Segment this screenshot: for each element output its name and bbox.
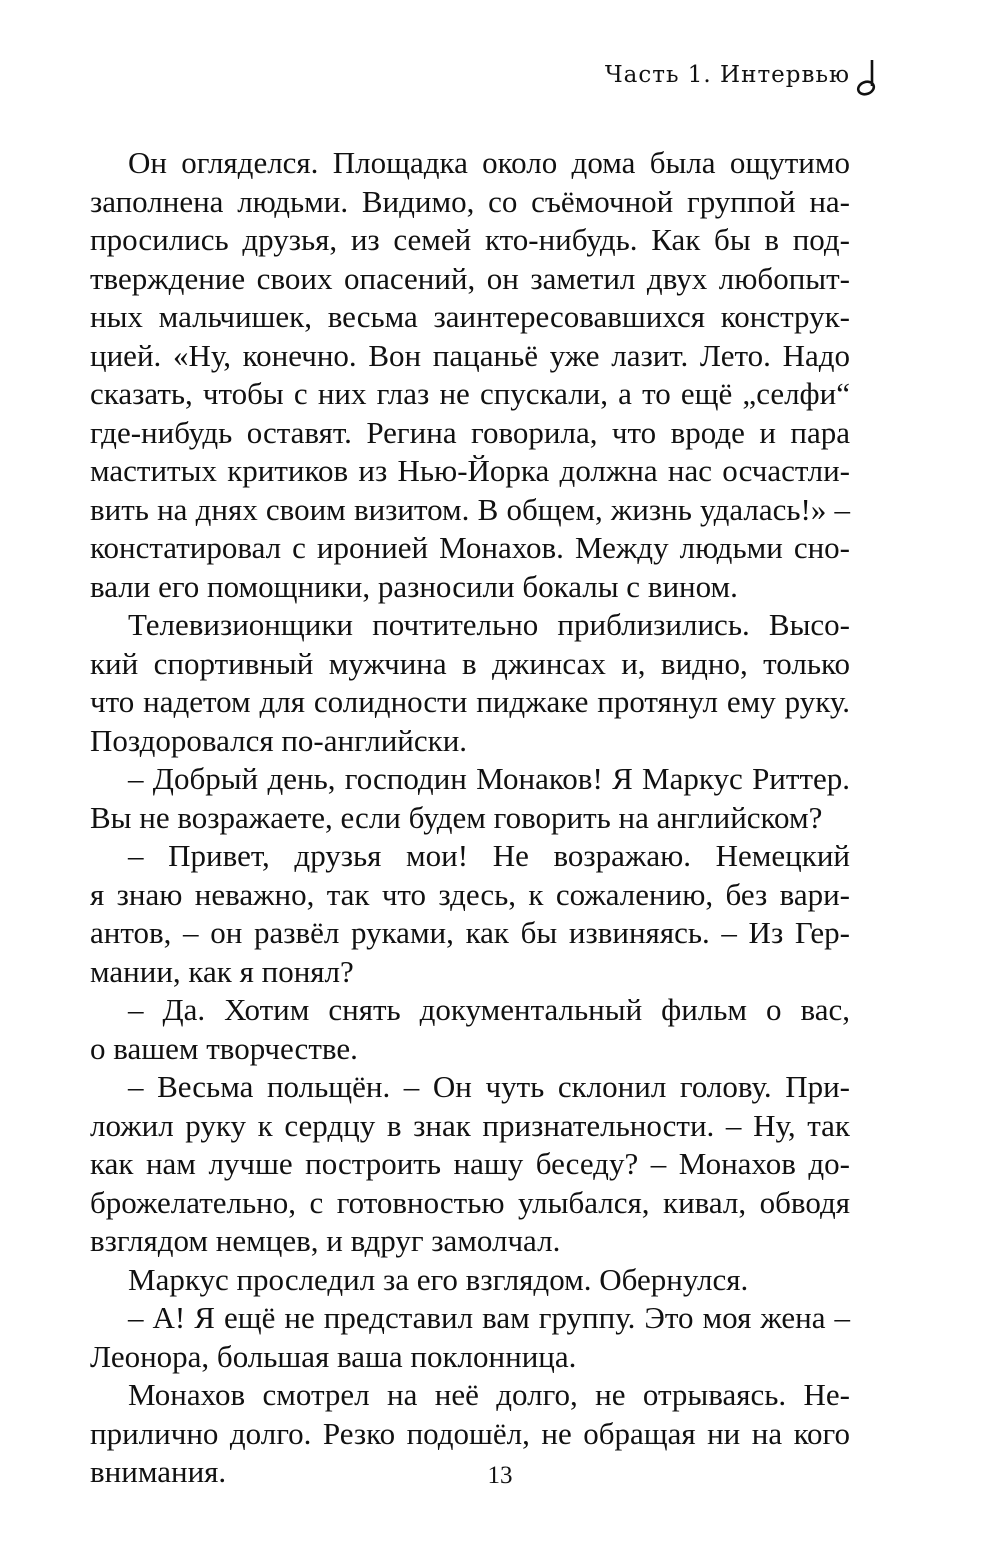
text-line: Монахов смотрел на неё долго, не отрываясь. Не- xyxy=(128,1377,850,1412)
text-line: брожелательно, с готовностью улыбался, кивал, обводя xyxy=(90,1184,850,1220)
text-line: о вашем творчестве. xyxy=(90,1030,358,1066)
text-line: Он огляделся. Площадка около дома была ощутимо xyxy=(128,145,850,180)
text-line: прилично долго. Резко подошёл, не обращая ни на кого xyxy=(90,1415,850,1451)
text-line: кий спортивный мужчина в джинсах и, видно, только xyxy=(90,645,850,681)
text-line: Телевизионщики почтительно приблизились. Высо- xyxy=(128,607,850,642)
text-line: мании, как я понял? xyxy=(90,953,354,989)
text-line: Поздоровался по-английски. xyxy=(90,722,468,758)
text-line: сказать, чтобы с них глаз не спускали, а то ещё „селфи“ xyxy=(90,376,850,411)
text-line: взглядом немцев, и вдруг замолчал. xyxy=(90,1223,561,1258)
text-line: тверждение своих опасений, он заметил двух любопыт- xyxy=(90,260,850,296)
text-line: констатировал с иронией Монахов. Между людьми сно- xyxy=(90,530,850,565)
text-line: вали его помощники, разносили бокалы с вином. xyxy=(90,568,738,604)
body-text xyxy=(90,144,850,1492)
text-line: – Привет, друзья мои! Не возражаю. Немецкий xyxy=(128,838,850,873)
text-line: что надетом для солидности пиджаке протянул ему руку. xyxy=(90,684,850,719)
text-line: Леонора, большая ваша поклонница. xyxy=(90,1338,577,1374)
text-line: вить на днях своим визитом. В общем, жизнь удалась!» – xyxy=(90,491,850,527)
text-line: внимания. xyxy=(90,1454,227,1489)
text-line: ложил руку к сердцу в знак признательности. – Ну, так xyxy=(90,1107,850,1143)
text-line: цией. «Ну, конечно. Вон пацаньё уже лазит. Лето. Надо xyxy=(90,337,850,373)
text-line: как нам лучше построить нашу беседу? – Монахов до- xyxy=(90,1146,850,1181)
text-line: просились друзья, из семей кто-нибудь. Как бы в под- xyxy=(90,222,850,257)
text-line: Вы не возражаете, если будем говорить на английском? xyxy=(90,799,823,835)
text-line: Маркус проследил за его взглядом. Обернулся. xyxy=(128,1261,749,1297)
musical-note-icon xyxy=(855,58,881,98)
text-line: – Да. Хотим снять документальный фильм о вас, xyxy=(128,992,850,1027)
running-title: Часть 1. Интервью xyxy=(604,62,850,88)
text-line: где-нибудь оставят. Регина говорила, что вроде и пара xyxy=(90,414,850,450)
text-line: ных мальчишек, весьма заинтересовавшихся конструк- xyxy=(90,299,850,334)
text-line: маститых критиков из Нью-Йорка должна нас осчастли- xyxy=(90,453,850,488)
text-line: – Добрый день, господин Монаков! Я Маркус Риттер. xyxy=(128,761,850,796)
text-line: я знаю неважно, так что здесь, к сожалению, без вари- xyxy=(90,876,850,912)
text-line: заполнена людьми. Видимо, со съёмочной группой на- xyxy=(90,183,850,219)
text-line: – Весьма польщён. – Он чуть склонил голову. При- xyxy=(128,1069,850,1104)
page-number: 13 xyxy=(487,1462,513,1489)
text-line: антов, – он развёл руками, как бы извиняясь. – Из Гер- xyxy=(90,915,850,950)
text-line: – А! Я ещё не представил вам группу. Это моя жена – xyxy=(128,1300,850,1335)
